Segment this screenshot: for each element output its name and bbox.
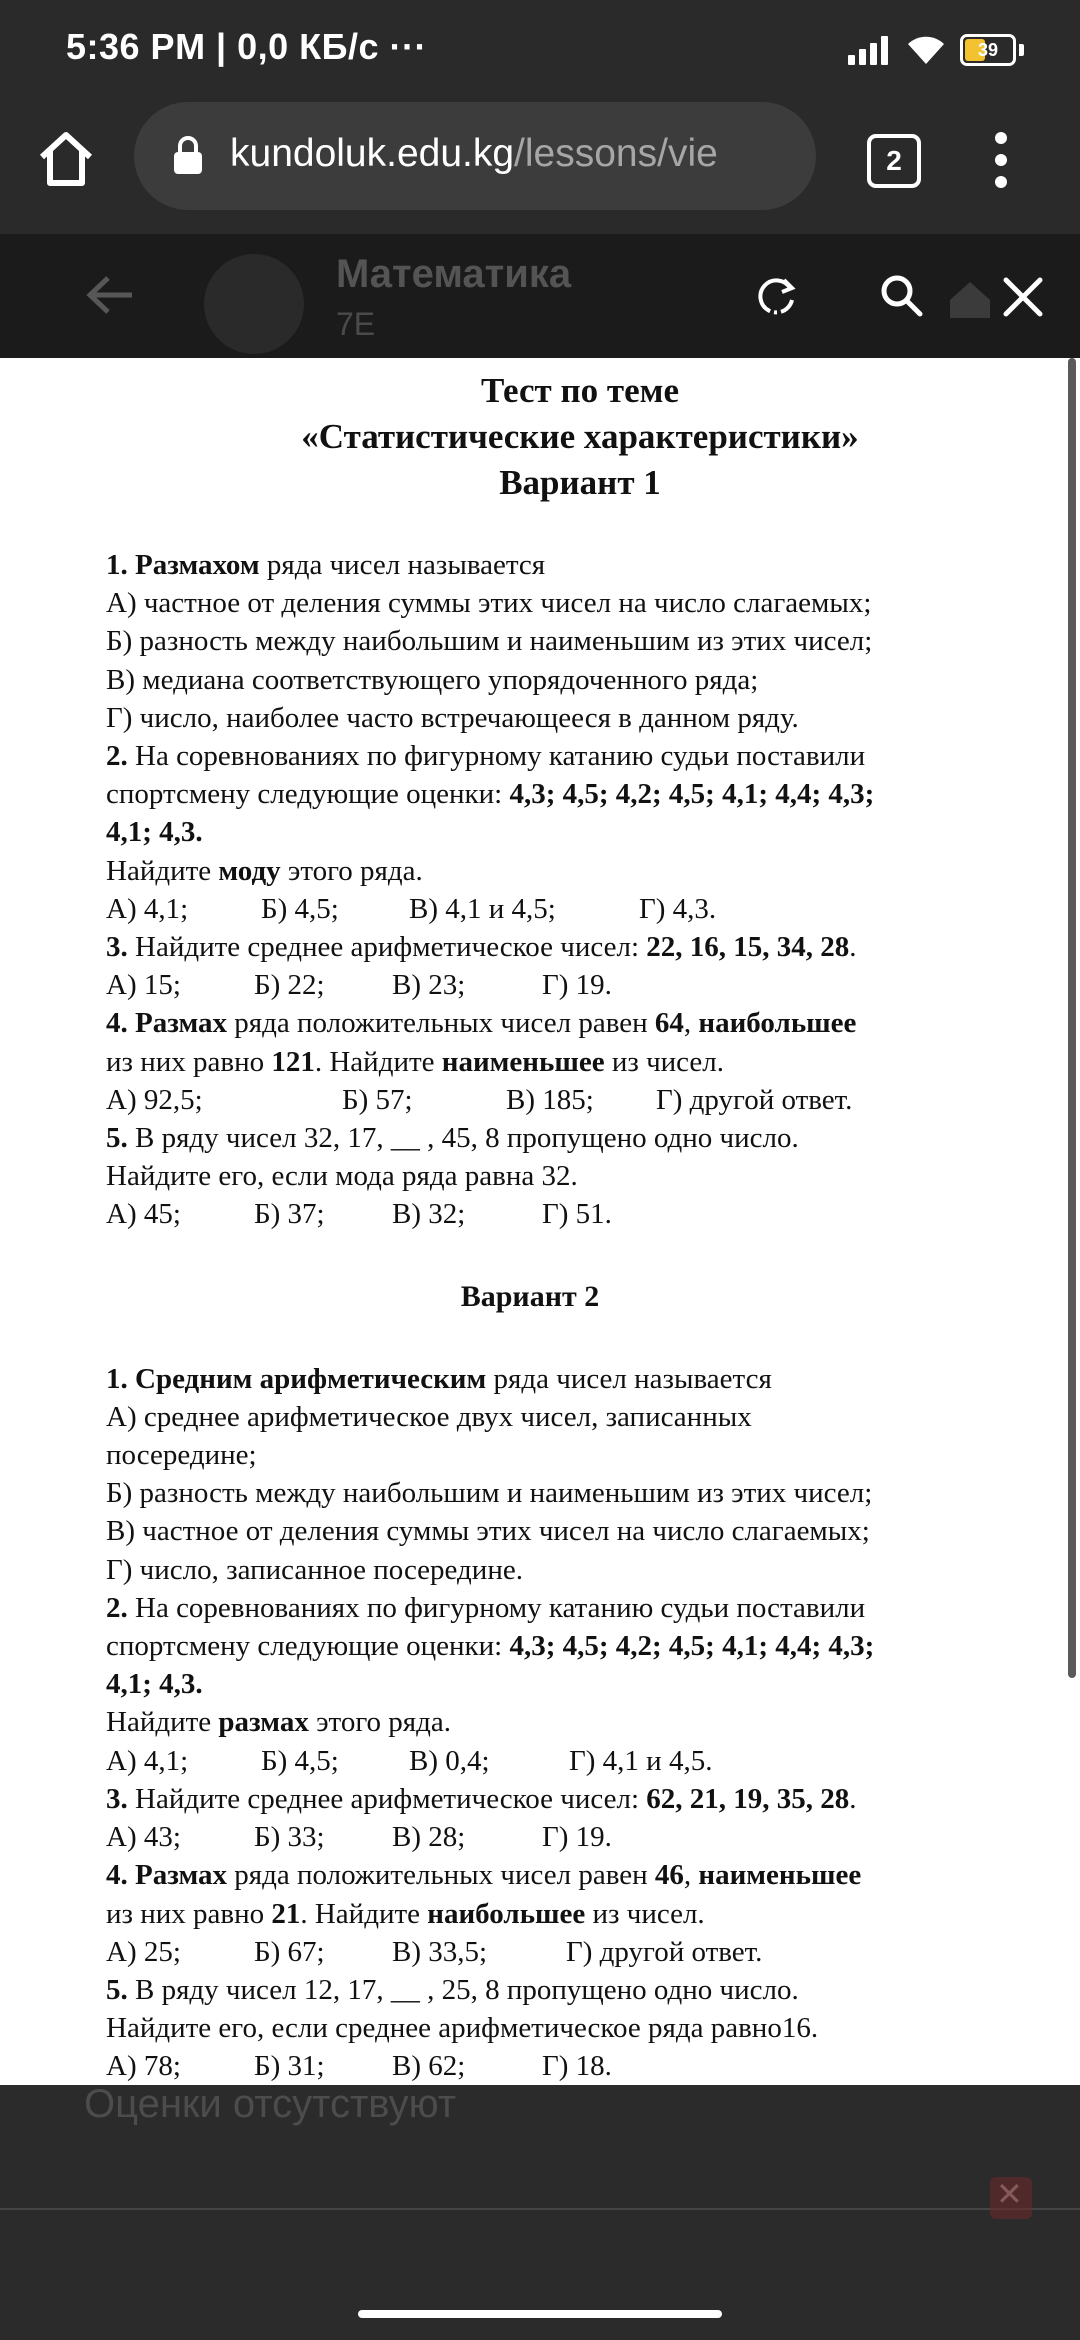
answer-option: А) 4,1; [106,1744,189,1777]
url-path: /lessons/vie [514,132,718,175]
question-line: 1. Размахом ряда чисел называется [106,549,546,581]
question-line: 2. На соревнованиях по фигурному катанию судьи поставили [106,1591,866,1624]
answer-option: А) 25; [106,1935,181,1968]
title-line: «Статистические характеристики» [301,417,859,456]
address-bar[interactable] [134,102,816,210]
close-icon[interactable] [1000,274,1046,320]
question-line: спортсмену следующие оценки: 4,3; 4,5; 4,2; 4,5; 4,1; 4,4; 4,3; [106,1630,875,1663]
subject-title: Математика [336,252,572,296]
answer-options-row [106,1195,1006,1233]
status-icons [846,30,1024,70]
answer-option: Б) 33; [254,1821,325,1854]
rotate-icon[interactable] [754,274,800,320]
battery-level: 39 [977,39,999,60]
answer-option: Б) 22; [254,969,325,1002]
question-line: Найдите размах этого ряда. [106,1706,451,1739]
variant-heading: Вариант 2 [460,1279,600,1313]
title-line: Тест по теме [481,371,679,410]
home-icon[interactable] [34,127,98,191]
document-title [0,358,1080,506]
divider [0,2208,1080,2210]
question-line: 5. В ряду чисел 12, 17, __ , 25, 8 пропущено одно число. [106,1973,799,2006]
more-menu-icon[interactable] [986,130,1016,190]
answer-options-row [106,890,1006,928]
answer-option: А) среднее арифметическое двух чисел, записанных [106,1400,752,1433]
answer-option: А) 15; [106,969,181,1002]
signal-icon [846,35,892,65]
answer-option: А) частное от деления суммы этих чисел на число слагаемых; [106,587,872,620]
answer-options-row [106,2047,1006,2085]
search-icon[interactable] [878,272,924,318]
question-line: 4,1; 4,3. [106,1668,203,1701]
lock-icon [172,136,204,174]
answer-option: А) 92,5; [106,1083,203,1116]
answer-options-row [106,1933,1006,1971]
answer-option: А) 4,1; [106,892,189,925]
answer-option: Г) 18. [542,2050,612,2083]
app-header [0,234,1080,358]
question-line: 3. Найдите среднее арифметическое чисел: 62, 21, 19, 35, 28. [106,1782,857,1815]
answer-option: Б) разность между наибольшим и наименьшим из этих чисел; [106,625,873,658]
answer-option: Б) 31; [254,2050,325,2083]
close-icon[interactable] [990,2177,1032,2219]
answer-option: Г) число, наиболее часто встречающееся в данном ряду. [106,701,799,734]
home-icon [946,278,994,320]
answer-option: В) 33,5; [392,1935,488,1968]
document-body [106,546,1006,2086]
answer-option: Б) 4,5; [261,1744,339,1777]
status-bar [0,0,1080,100]
battery-icon [960,34,1016,66]
answer-options-row [106,1081,1006,1119]
class-name: 7Е [336,306,376,342]
question-line: 4. Размах ряда положительных чисел равен 46, наименьшее [106,1859,862,1892]
answer-option: В) 28; [392,1821,466,1854]
question-line: 2. На соревнованиях по фигурному катанию судьи поставили [106,740,866,773]
answer-option: В) 185; [506,1083,594,1116]
answer-option: Г) другой ответ. [656,1083,853,1116]
answer-option: Б) 4,5; [261,892,339,925]
answer-option: Б) разность между наибольшим и наименьшим из этих чисел; [106,1477,873,1510]
answer-option: Г) 51. [542,1198,612,1231]
question-line: 3. Найдите среднее арифметическое чисел: 22, 16, 15, 34, 28. [106,931,857,964]
answer-option: В) частное от деления суммы этих чисел на число слагаемых; [106,1515,870,1548]
answer-option: А) 43; [106,1821,181,1854]
question-line: 1. Средним арифметическим ряда чисел называется [106,1362,772,1395]
answer-option: Б) 37; [254,1198,325,1231]
answer-option: Г) 19. [542,969,612,1002]
answer-option: посередине; [106,1439,257,1472]
answer-option: В) 62; [392,2050,466,2083]
gesture-nav-bar[interactable] [358,2310,722,2318]
answer-option: В) медиана соответствующего упорядоченного ряда; [106,663,759,696]
answer-option: В) 32; [392,1198,466,1231]
url-host: kundoluk.edu.kg [230,132,515,175]
question-line: спортсмену следующие оценки: 4,3; 4,5; 4,2; 4,5; 4,1; 4,4; 4,3; [106,778,875,811]
answer-option: Б) 57; [342,1083,413,1116]
back-arrow-icon[interactable] [86,274,134,316]
answer-option: Г) 4,1 и 4,5. [569,1744,713,1777]
tab-switcher-button[interactable]: 2 [867,134,921,188]
test-document [0,358,1080,2085]
scrollbar[interactable] [1068,358,1076,1678]
answer-option: Б) 67; [254,1935,325,1968]
answer-option: В) 4,1 и 4,5; [409,892,556,925]
question-line: из них равно 21. Найдите наибольшее из чисел. [106,1897,705,1930]
answer-option: Г) другой ответ. [566,1935,763,1968]
question-line: 4,1; 4,3. [106,816,203,849]
variant-heading: Вариант 1 [499,463,661,502]
question-line: 4. Размах ряда положительных чисел равен 64, наибольшее [106,1007,857,1040]
question-line: из них равно 121. Найдите наименьшее из чисел. [106,1045,724,1078]
answer-option: В) 23; [392,969,466,1002]
answer-options-row [106,966,1006,1004]
answer-option: Г) 19. [542,1821,612,1854]
answer-options-row [106,1742,1006,1780]
browser-toolbar [0,100,1080,234]
wifi-icon [906,34,946,66]
answer-option: А) 45; [106,1198,181,1231]
answer-options-row [106,1818,1006,1856]
answer-option: Г) число, записанное посередине. [106,1553,523,1586]
grades-status: Оценки отсутствуют [84,2082,457,2126]
question-line: Найдите его, если среднее арифметическое ряда равно16. [106,2012,819,2045]
question-line: Найдите моду этого ряда. [106,854,423,887]
url-text[interactable] [230,132,790,176]
status-time: 5:36 PM | 0,0 КБ/с ··· [66,26,428,67]
avatar [204,254,304,354]
answer-option: Г) 4,3. [639,892,717,925]
answer-option: В) 0,4; [409,1744,490,1777]
answer-option: А) 78; [106,2050,181,2083]
question-line: Найдите его, если мода ряда равна 32. [106,1160,578,1193]
question-line: 5. В ряду чисел 32, 17, __ , 45, 8 пропущено одно число. [106,1122,799,1155]
